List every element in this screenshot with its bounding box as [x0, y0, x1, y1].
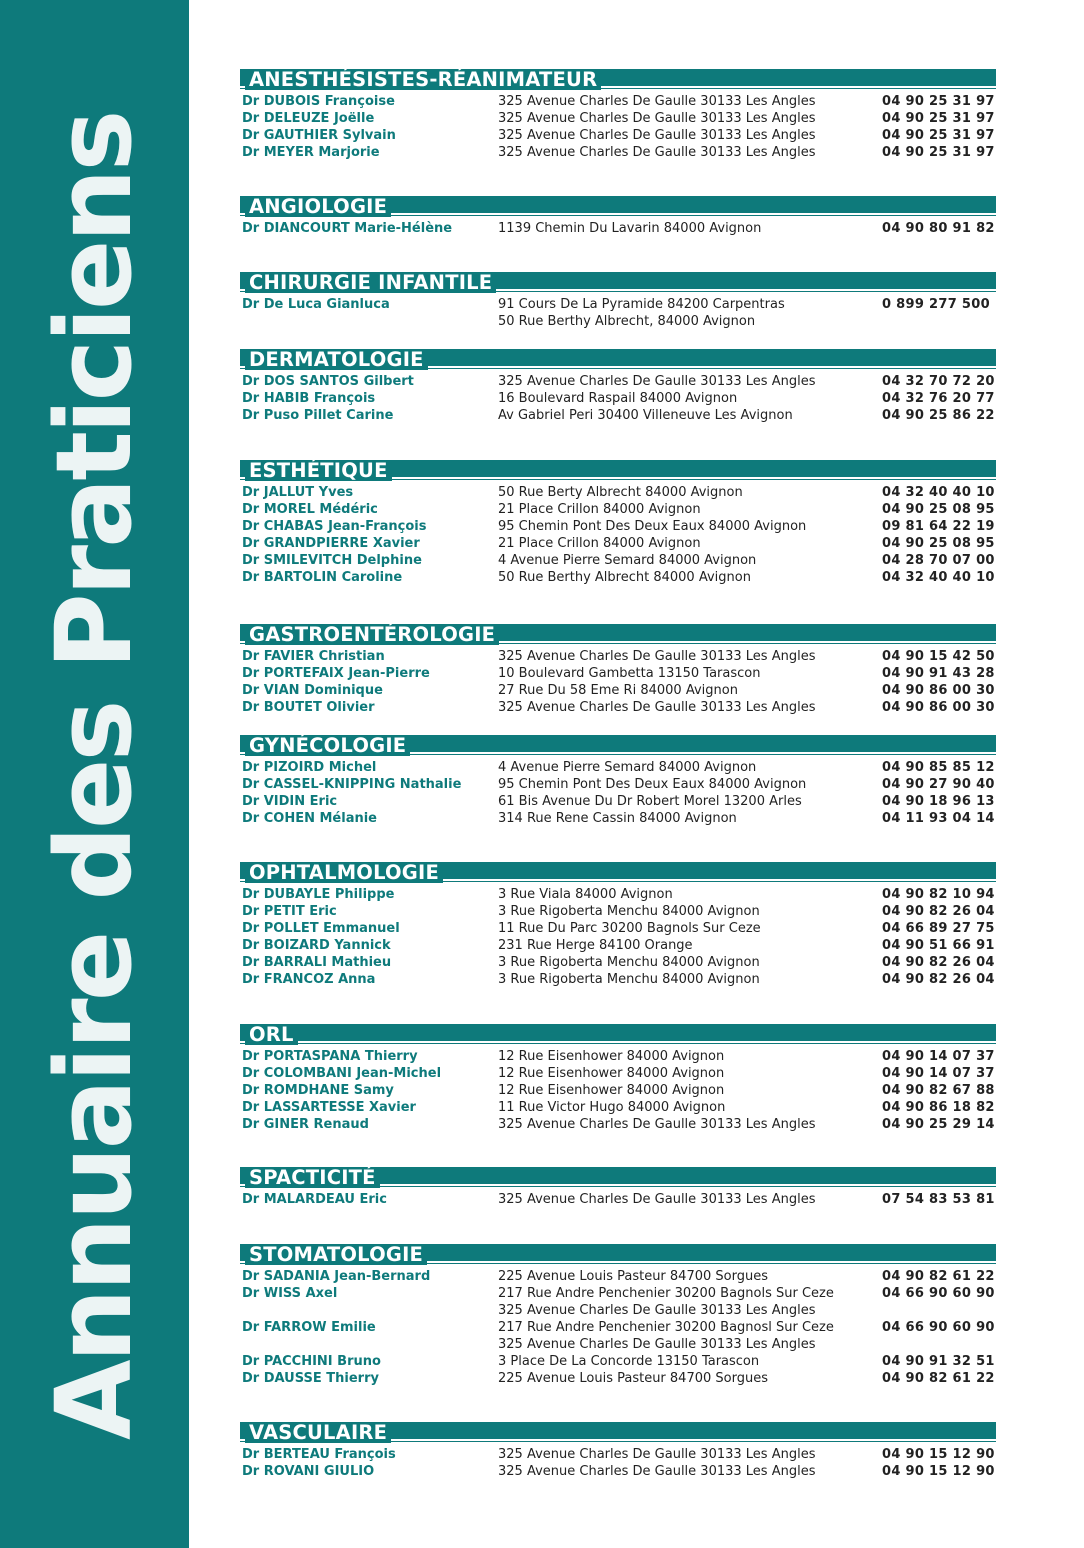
section-header	[240, 460, 996, 482]
practitioner-address: 314 Rue Rene Cassin 84000 Avignon	[498, 811, 737, 826]
practitioner-address: 10 Boulevard Gambetta 13150 Tarascon	[498, 666, 761, 681]
section	[240, 460, 996, 586]
section-title: ESTHÉTIQUE	[245, 461, 392, 481]
sidebar-title: Annuaire des Praticiens	[33, 112, 155, 1440]
practitioner-phone: 04 90 15 42 50	[882, 649, 995, 664]
practitioner-name: Dr VIDIN Eric	[242, 794, 338, 809]
practitioner-address: 325 Avenue Charles De Gaulle 30133 Les Angles	[498, 700, 816, 715]
section	[240, 1244, 996, 1387]
practitioner-row	[240, 920, 996, 937]
practitioner-row	[240, 144, 996, 161]
practitioner-row	[240, 937, 996, 954]
practitioner-phone: 04 90 15 12 90	[882, 1447, 995, 1462]
practitioner-address: 3 Rue Rigoberta Menchu 84000 Avignon	[498, 904, 760, 919]
section-title: DERMATOLOGIE	[245, 350, 428, 370]
practitioner-row	[240, 776, 996, 793]
practitioner-name: Dr BERTEAU François	[242, 1447, 396, 1462]
section-header	[240, 1244, 996, 1266]
practitioner-row	[240, 110, 996, 127]
practitioner-row	[240, 1268, 996, 1285]
section-title: ORL	[245, 1025, 298, 1045]
section-header-rule	[240, 1043, 996, 1044]
practitioner-phone: 04 90 25 31 97	[882, 94, 995, 109]
section-header-bar	[240, 1024, 996, 1041]
practitioner-name: Dr SADANIA Jean-Bernard	[242, 1269, 431, 1284]
practitioner-address: 4 Avenue Pierre Semard 84000 Avignon	[498, 553, 757, 568]
practitioner-row	[240, 501, 996, 518]
practitioner-address: 50 Rue Berthy Albrecht, 84000 Avignon	[498, 314, 756, 329]
practitioner-address: 231 Rue Herge 84100 Orange	[498, 938, 693, 953]
section-header	[240, 69, 996, 91]
practitioner-address: 325 Avenue Charles De Gaulle 30133 Les Angles	[498, 1447, 816, 1462]
section-header	[240, 862, 996, 884]
practitioner-phone: 04 90 80 91 82	[882, 221, 995, 236]
practitioner-address: 95 Chemin Pont Des Deux Eaux 84000 Avignon	[498, 777, 807, 792]
practitioner-name: Dr BOIZARD Yannick	[242, 938, 391, 953]
practitioner-phone: 04 90 82 26 04	[882, 904, 995, 919]
practitioner-address: Av Gabriel Peri 30400 Villeneuve Les Avignon	[498, 408, 793, 423]
section	[240, 69, 996, 161]
practitioner-name: Dr POLLET Emmanuel	[242, 921, 400, 936]
practitioner-row	[240, 390, 996, 407]
practitioner-address: 325 Avenue Charles De Gaulle 30133 Les Angles	[498, 649, 816, 664]
practitioner-row	[240, 903, 996, 920]
practitioner-phone: 04 90 82 26 04	[882, 955, 995, 970]
section	[240, 1422, 996, 1480]
section-title: GYNÉCOLOGIE	[245, 736, 410, 756]
practitioner-name: Dr FAVIER Christian	[242, 649, 385, 664]
practitioner-row	[240, 971, 996, 988]
practitioner-name: Dr GAUTHIER Sylvain	[242, 128, 396, 143]
practitioner-name: Dr JALLUT Yves	[242, 485, 354, 500]
practitioner-phone: 04 90 82 61 22	[882, 1371, 995, 1386]
practitioner-row	[240, 313, 996, 330]
practitioner-name: Dr FRANCOZ Anna	[242, 972, 376, 987]
practitioner-address: 61 Bis Avenue Du Dr Robert Morel 13200 Arles	[498, 794, 802, 809]
practitioner-address: 50 Rue Berty Albrecht 84000 Avignon	[498, 485, 743, 500]
practitioner-name: Dr LASSARTESSE Xavier	[242, 1100, 416, 1115]
practitioner-address: 325 Avenue Charles De Gaulle 30133 Les Angles	[498, 374, 816, 389]
practitioner-address: 217 Rue Andre Penchenier 30200 Bagnosl Sur Ceze	[498, 1320, 834, 1335]
practitioner-row	[240, 1446, 996, 1463]
practitioner-phone: 04 32 40 40 10	[882, 485, 995, 500]
practitioner-phone: 04 90 86 00 30	[882, 683, 995, 698]
practitioner-phone: 04 32 76 20 77	[882, 391, 995, 406]
section-header	[240, 1167, 996, 1189]
practitioner-row	[240, 535, 996, 552]
practitioner-name: Dr PORTASPANA Thierry	[242, 1049, 418, 1064]
practitioner-row	[240, 518, 996, 535]
practitioner-phone: 04 90 91 32 51	[882, 1354, 995, 1369]
practitioner-phone: 0 899 277 500	[882, 297, 990, 312]
practitioner-address: 27 Rue Du 58 Eme Ri 84000 Avignon	[498, 683, 738, 698]
section	[240, 862, 996, 988]
practitioner-phone: 04 11 93 04 14	[882, 811, 995, 826]
section-header	[240, 1422, 996, 1444]
practitioner-address: 325 Avenue Charles De Gaulle 30133 Les Angles	[498, 145, 816, 160]
practitioner-phone: 04 90 86 18 82	[882, 1100, 995, 1115]
sidebar-band	[0, 0, 189, 1548]
practitioner-row	[240, 220, 996, 237]
practitioner-row	[240, 1463, 996, 1480]
practitioner-row	[240, 1319, 996, 1336]
practitioner-phone: 04 90 25 31 97	[882, 111, 995, 126]
practitioner-address: 325 Avenue Charles De Gaulle 30133 Les Angles	[498, 111, 816, 126]
practitioner-address: 225 Avenue Louis Pasteur 84700 Sorgues	[498, 1269, 768, 1284]
practitioner-name: Dr DOS SANTOS Gilbert	[242, 374, 414, 389]
practitioner-row	[240, 954, 996, 971]
practitioner-name: Dr BARTOLIN Caroline	[242, 570, 403, 585]
section	[240, 196, 996, 237]
practitioner-address: 12 Rue Eisenhower 84000 Avignon	[498, 1066, 725, 1081]
practitioner-row	[240, 1048, 996, 1065]
practitioner-name: Dr DELEUZE Joëlle	[242, 111, 375, 126]
section-title: ANGIOLOGIE	[245, 197, 391, 217]
practitioner-name: Dr ROVANI GIULIO	[242, 1464, 375, 1479]
practitioner-row	[240, 648, 996, 665]
practitioner-row	[240, 1065, 996, 1082]
section-title: GASTROENTÉROLOGIE	[245, 625, 499, 645]
practitioner-phone: 04 90 25 31 97	[882, 128, 995, 143]
practitioner-phone: 04 28 70 07 00	[882, 553, 995, 568]
practitioner-address: 325 Avenue Charles De Gaulle 30133 Les Angles	[498, 1117, 816, 1132]
practitioner-name: Dr DIANCOURT Marie-Hélène	[242, 221, 453, 236]
practitioner-name: Dr MOREL Médéric	[242, 502, 378, 517]
practitioner-name: Dr GINER Renaud	[242, 1117, 369, 1132]
practitioner-name: Dr WISS Axel	[242, 1286, 338, 1301]
practitioner-row	[240, 484, 996, 501]
practitioner-name: Dr Puso Pillet Carine	[242, 408, 394, 423]
practitioner-name: Dr COHEN Mélanie	[242, 811, 377, 826]
section	[240, 349, 996, 424]
section	[240, 624, 996, 716]
practitioner-address: 325 Avenue Charles De Gaulle 30133 Les Angles	[498, 128, 816, 143]
practitioner-address: 11 Rue Victor Hugo 84000 Avignon	[498, 1100, 726, 1115]
practitioner-row	[240, 552, 996, 569]
practitioner-name: Dr PIZOIRD Michel	[242, 760, 377, 775]
practitioner-row	[240, 127, 996, 144]
practitioner-row	[240, 682, 996, 699]
practitioner-phone: 04 90 25 08 95	[882, 502, 995, 517]
practitioner-phone: 04 32 70 72 20	[882, 374, 995, 389]
practitioner-name: Dr HABIB François	[242, 391, 376, 406]
practitioner-phone: 09 81 64 22 19	[882, 519, 995, 534]
practitioner-name: Dr PACCHINI Bruno	[242, 1354, 381, 1369]
section-title: SPACTICITÉ	[245, 1168, 380, 1188]
practitioner-row	[240, 569, 996, 586]
practitioner-phone: 04 90 85 85 12	[882, 760, 995, 775]
section-title: ANESTHÉSISTES-RÉANIMATEUR	[245, 70, 601, 90]
practitioner-name: Dr SMILEVITCH Delphine	[242, 553, 422, 568]
practitioner-row	[240, 759, 996, 776]
practitioner-phone: 04 90 14 07 37	[882, 1066, 995, 1081]
practitioner-name: Dr DUBAYLE Philippe	[242, 887, 395, 902]
practitioner-name: Dr COLOMBANI Jean-Michel	[242, 1066, 442, 1081]
practitioner-name: Dr GRANDPIERRE Xavier	[242, 536, 420, 551]
section-header	[240, 349, 996, 371]
practitioner-address: 1139 Chemin Du Lavarin 84000 Avignon	[498, 221, 762, 236]
practitioner-row	[240, 407, 996, 424]
practitioner-name: Dr PORTEFAIX Jean-Pierre	[242, 666, 430, 681]
practitioner-address: 91 Cours De La Pyramide 84200 Carpentras	[498, 297, 785, 312]
practitioner-name: Dr DAUSSE Thierry	[242, 1371, 379, 1386]
practitioner-address: 3 Rue Rigoberta Menchu 84000 Avignon	[498, 972, 760, 987]
practitioner-row	[240, 373, 996, 390]
section	[240, 1024, 996, 1133]
practitioner-row	[240, 1285, 996, 1302]
practitioner-name: Dr PETIT Eric	[242, 904, 337, 919]
practitioner-address: 217 Rue Andre Penchenier 30200 Bagnols Sur Ceze	[498, 1286, 834, 1301]
practitioner-phone: 04 90 82 67 88	[882, 1083, 995, 1098]
practitioner-phone: 04 90 25 86 22	[882, 408, 995, 423]
practitioner-phone: 04 90 18 96 13	[882, 794, 995, 809]
practitioner-row	[240, 1370, 996, 1387]
section	[240, 735, 996, 827]
practitioner-address: 21 Place Crillon 84000 Avignon	[498, 502, 701, 517]
practitioner-row	[240, 1099, 996, 1116]
practitioner-phone: 04 90 82 10 94	[882, 887, 995, 902]
practitioner-name: Dr DUBOIS Françoise	[242, 94, 395, 109]
practitioner-phone: 04 90 25 08 95	[882, 536, 995, 551]
section	[240, 1167, 996, 1208]
practitioner-address: 21 Place Crillon 84000 Avignon	[498, 536, 701, 551]
section-title: STOMATOLOGIE	[245, 1245, 427, 1265]
practitioner-address: 325 Avenue Charles De Gaulle 30133 Les Angles	[498, 1337, 816, 1352]
section-header	[240, 272, 996, 294]
practitioner-row	[240, 1116, 996, 1133]
practitioner-name: Dr MEYER Marjorie	[242, 145, 380, 160]
practitioner-address: 3 Rue Viala 84000 Avignon	[498, 887, 673, 902]
section-title: CHIRURGIE INFANTILE	[245, 273, 496, 293]
practitioner-phone: 04 66 89 27 75	[882, 921, 995, 936]
practitioner-name: Dr CHABAS Jean-François	[242, 519, 427, 534]
practitioner-row	[240, 886, 996, 903]
practitioner-name: Dr BARRALI Mathieu	[242, 955, 392, 970]
practitioner-address: 3 Rue Rigoberta Menchu 84000 Avignon	[498, 955, 760, 970]
section	[240, 272, 996, 330]
practitioner-address: 3 Place De La Concorde 13150 Tarascon	[498, 1354, 760, 1369]
practitioner-name: Dr ROMDHANE Samy	[242, 1083, 394, 1098]
practitioner-address: 16 Boulevard Raspail 84000 Avignon	[498, 391, 738, 406]
practitioner-phone: 04 90 15 12 90	[882, 1464, 995, 1479]
practitioner-phone: 04 90 91 43 28	[882, 666, 995, 681]
section-header	[240, 624, 996, 646]
practitioner-phone: 04 90 14 07 37	[882, 1049, 995, 1064]
practitioner-name: Dr De Luca Gianluca	[242, 297, 390, 312]
practitioner-address: 50 Rue Berthy Albrecht 84000 Avignon	[498, 570, 751, 585]
practitioner-phone: 04 66 90 60 90	[882, 1320, 995, 1335]
section-title: OPHTALMOLOGIE	[245, 863, 443, 883]
practitioner-phone: 07 54 83 53 81	[882, 1192, 995, 1207]
practitioner-row	[240, 1336, 996, 1353]
section-header	[240, 1024, 996, 1046]
practitioner-phone: 04 90 27 90 40	[882, 777, 995, 792]
section-header	[240, 735, 996, 757]
practitioner-row	[240, 1082, 996, 1099]
practitioner-address: 11 Rue Du Parc 30200 Bagnols Sur Ceze	[498, 921, 761, 936]
practitioner-phone: 04 90 51 66 91	[882, 938, 995, 953]
practitioner-row	[240, 665, 996, 682]
section-title: VASCULAIRE	[245, 1423, 391, 1443]
practitioner-row	[240, 93, 996, 110]
practitioner-address: 325 Avenue Charles De Gaulle 30133 Les Angles	[498, 94, 816, 109]
practitioner-address: 325 Avenue Charles De Gaulle 30133 Les Angles	[498, 1464, 816, 1479]
practitioner-address: 4 Avenue Pierre Semard 84000 Avignon	[498, 760, 757, 775]
practitioner-phone: 04 66 90 60 90	[882, 1286, 995, 1301]
practitioner-phone: 04 90 82 26 04	[882, 972, 995, 987]
practitioner-name: Dr CASSEL-KNIPPING Nathalie	[242, 777, 462, 792]
practitioner-row	[240, 810, 996, 827]
practitioner-row	[240, 1353, 996, 1370]
practitioner-address: 325 Avenue Charles De Gaulle 30133 Les Angles	[498, 1303, 816, 1318]
section-header	[240, 196, 996, 218]
practitioner-address: 12 Rue Eisenhower 84000 Avignon	[498, 1049, 725, 1064]
practitioner-phone: 04 90 82 61 22	[882, 1269, 995, 1284]
practitioner-row	[240, 296, 996, 313]
practitioner-phone: 04 90 25 31 97	[882, 145, 995, 160]
practitioner-row	[240, 699, 996, 716]
practitioner-name: Dr BOUTET Olivier	[242, 700, 375, 715]
practitioner-phone: 04 90 25 29 14	[882, 1117, 995, 1132]
practitioner-phone: 04 32 40 40 10	[882, 570, 995, 585]
practitioner-row	[240, 793, 996, 810]
practitioner-address: 325 Avenue Charles De Gaulle 30133 Les Angles	[498, 1192, 816, 1207]
practitioner-row	[240, 1302, 996, 1319]
practitioner-row	[240, 1191, 996, 1208]
practitioner-address: 12 Rue Eisenhower 84000 Avignon	[498, 1083, 725, 1098]
practitioner-name: Dr MALARDEAU Eric	[242, 1192, 387, 1207]
practitioner-name: Dr FARROW Emilie	[242, 1320, 376, 1335]
practitioner-address: 95 Chemin Pont Des Deux Eaux 84000 Avignon	[498, 519, 807, 534]
practitioner-address: 225 Avenue Louis Pasteur 84700 Sorgues	[498, 1371, 768, 1386]
practitioner-phone: 04 90 86 00 30	[882, 700, 995, 715]
practitioner-name: Dr VIAN Dominique	[242, 683, 383, 698]
